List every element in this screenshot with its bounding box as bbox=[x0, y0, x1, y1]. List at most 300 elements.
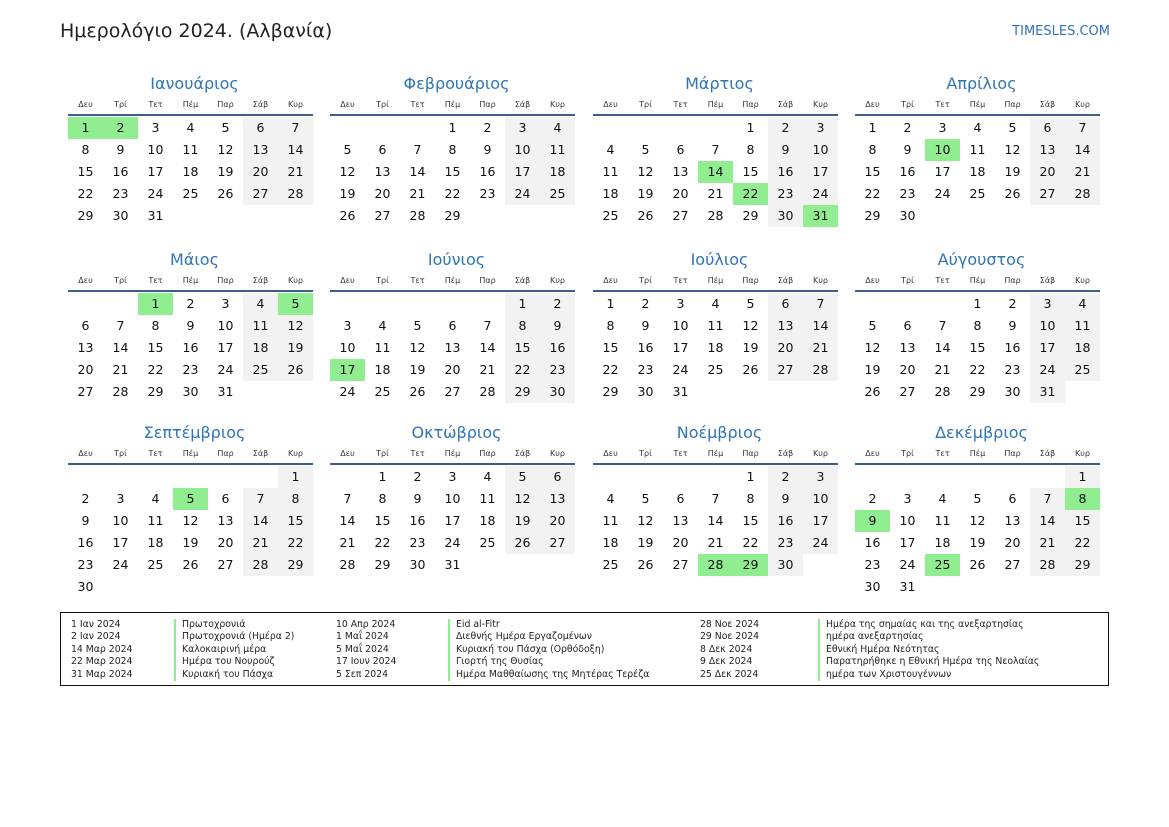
day-cell: 7 bbox=[483, 318, 492, 333]
day-cell: 11 bbox=[182, 142, 199, 157]
legend-date: 1 Μαΐ 2024 bbox=[336, 631, 389, 643]
weekday-label: Δευ bbox=[340, 276, 355, 285]
weekday-label: Δευ bbox=[340, 449, 355, 458]
day-cell: 17 bbox=[444, 513, 461, 528]
month-block bbox=[855, 73, 1100, 227]
day-cell: 28 bbox=[409, 208, 426, 223]
legend-holiday-name: Ημέρα της σημαίας και της ανεξαρτησίας bbox=[818, 619, 1039, 631]
day-cell: 18 bbox=[602, 535, 619, 550]
weekday-label: Τρί bbox=[114, 276, 127, 285]
day-cell: 21 bbox=[112, 362, 129, 377]
day-cell: 29 bbox=[864, 208, 881, 223]
weekend-day-cell: 28 bbox=[1065, 183, 1100, 205]
day-cell: 25 bbox=[147, 557, 164, 572]
day-cell: 9 bbox=[116, 142, 125, 157]
day-cell: 6 bbox=[903, 318, 912, 333]
legend-names-column bbox=[818, 619, 1039, 681]
weekend-day-cell: 3 bbox=[803, 466, 838, 488]
weekend-day-cell: 9 bbox=[768, 488, 803, 510]
weekend-day-cell: 15 bbox=[505, 337, 540, 359]
day-cell: 14 bbox=[112, 340, 129, 355]
day-cell: 20 bbox=[77, 362, 94, 377]
weekday-header bbox=[330, 444, 575, 465]
weekend-day-cell: 14 bbox=[803, 315, 838, 337]
weekday-label: Σάβ bbox=[514, 100, 531, 109]
weekday-label: Κυρ bbox=[550, 100, 565, 109]
day-cell: 10 bbox=[899, 513, 916, 528]
day-cell: 9 bbox=[81, 513, 90, 528]
day-cell: 3 bbox=[903, 491, 912, 506]
empty-cell bbox=[663, 117, 698, 139]
day-cell: 8 bbox=[868, 142, 877, 157]
legend-date: 31 Μαρ 2024 bbox=[71, 668, 133, 680]
day-cell: 4 bbox=[606, 142, 615, 157]
day-cell: 20 bbox=[672, 186, 689, 201]
day-cell: 18 bbox=[707, 340, 724, 355]
day-cell: 5 bbox=[746, 296, 755, 311]
holiday-day-cell: 25 bbox=[925, 554, 960, 576]
weekend-day-cell: 28 bbox=[1030, 554, 1065, 576]
weekend-day-cell: 26 bbox=[278, 359, 313, 381]
day-cell: 30 bbox=[637, 384, 654, 399]
empty-cell bbox=[593, 466, 628, 488]
weekend-day-cell: 9 bbox=[540, 315, 575, 337]
day-cell: 27 bbox=[672, 557, 689, 572]
day-cell: 31 bbox=[899, 579, 916, 594]
day-cell: 27 bbox=[77, 384, 94, 399]
weekend-day-cell: 10 bbox=[505, 139, 540, 161]
legend-date: 28 Νοε 2024 bbox=[700, 619, 760, 630]
day-cell: 15 bbox=[602, 340, 619, 355]
weekday-label: Τετ bbox=[673, 100, 688, 109]
day-cell: 9 bbox=[903, 142, 912, 157]
day-cell: 2 bbox=[483, 120, 492, 135]
weekend-day-cell: 20 bbox=[243, 161, 278, 183]
holiday-day-cell: 9 bbox=[855, 510, 890, 532]
weekday-label: Σάβ bbox=[777, 100, 794, 109]
weekday-header bbox=[593, 271, 838, 292]
day-cell: 26 bbox=[969, 557, 986, 572]
weekend-day-cell: 12 bbox=[505, 488, 540, 510]
day-cell: 16 bbox=[864, 535, 881, 550]
weekday-label: Τρί bbox=[639, 276, 652, 285]
empty-cell bbox=[103, 293, 138, 315]
empty-cell bbox=[855, 466, 890, 488]
day-cell: 19 bbox=[409, 362, 426, 377]
empty-cell bbox=[960, 466, 995, 488]
weekend-day-cell: 16 bbox=[540, 337, 575, 359]
legend-date: 14 Μαρ 2024 bbox=[71, 643, 133, 655]
day-cell: 6 bbox=[221, 491, 230, 506]
day-grid bbox=[593, 117, 838, 227]
day-cell: 4 bbox=[711, 296, 720, 311]
day-cell: 26 bbox=[217, 186, 234, 201]
weekend-day-cell: 13 bbox=[540, 488, 575, 510]
day-cell: 23 bbox=[77, 557, 94, 572]
day-cell: 15 bbox=[969, 340, 986, 355]
day-cell: 22 bbox=[969, 362, 986, 377]
day-cell: 22 bbox=[742, 535, 759, 550]
day-cell: 9 bbox=[413, 491, 422, 506]
day-cell: 30 bbox=[409, 557, 426, 572]
day-cell: 25 bbox=[602, 208, 619, 223]
day-cell: 29 bbox=[77, 208, 94, 223]
weekday-header bbox=[330, 95, 575, 116]
day-cell: 23 bbox=[899, 186, 916, 201]
weekday-label: Πέμ bbox=[444, 100, 461, 109]
weekend-day-cell: 30 bbox=[768, 205, 803, 227]
empty-cell bbox=[208, 466, 243, 488]
weekend-day-cell: 10 bbox=[1030, 315, 1065, 337]
day-cell: 1 bbox=[606, 296, 615, 311]
day-cell: 18 bbox=[479, 513, 496, 528]
day-cell: 15 bbox=[742, 513, 759, 528]
weekday-label: Παρ bbox=[479, 276, 496, 285]
day-cell: 19 bbox=[339, 186, 356, 201]
weekend-day-cell: 14 bbox=[1030, 510, 1065, 532]
empty-cell bbox=[330, 117, 365, 139]
weekday-label: Παρ bbox=[479, 100, 496, 109]
empty-cell bbox=[173, 466, 208, 488]
day-cell: 17 bbox=[672, 340, 689, 355]
month-name: Ιούνιος bbox=[427, 250, 486, 269]
day-cell: 25 bbox=[602, 557, 619, 572]
day-grid bbox=[68, 466, 313, 598]
weekday-label: Σάβ bbox=[514, 276, 531, 285]
day-cell: 28 bbox=[112, 384, 129, 399]
weekday-label: Σάβ bbox=[777, 276, 794, 285]
day-cell: 5 bbox=[221, 120, 230, 135]
day-cell: 10 bbox=[112, 513, 129, 528]
weekend-day-cell: 7 bbox=[803, 293, 838, 315]
weekend-day-cell: 17 bbox=[1030, 337, 1065, 359]
weekend-day-cell: 9 bbox=[768, 139, 803, 161]
day-cell: 20 bbox=[672, 535, 689, 550]
empty-cell bbox=[663, 466, 698, 488]
day-cell: 29 bbox=[602, 384, 619, 399]
day-cell: 24 bbox=[899, 557, 916, 572]
weekday-label: Σάβ bbox=[777, 449, 794, 458]
weekend-day-cell: 11 bbox=[243, 315, 278, 337]
weekday-label: Δευ bbox=[340, 100, 355, 109]
day-cell: 20 bbox=[1004, 535, 1021, 550]
day-cell: 7 bbox=[711, 142, 720, 157]
day-cell: 25 bbox=[479, 535, 496, 550]
empty-cell bbox=[628, 117, 663, 139]
day-cell: 12 bbox=[864, 340, 881, 355]
day-cell: 19 bbox=[864, 362, 881, 377]
day-cell: 21 bbox=[707, 535, 724, 550]
weekday-label: Κυρ bbox=[813, 100, 828, 109]
day-cell: 17 bbox=[217, 340, 234, 355]
day-cell: 16 bbox=[1004, 340, 1021, 355]
weekday-label: Πέμ bbox=[707, 276, 724, 285]
weekend-day-cell: 4 bbox=[540, 117, 575, 139]
day-cell: 25 bbox=[182, 186, 199, 201]
day-cell: 3 bbox=[343, 318, 352, 333]
day-cell: 7 bbox=[116, 318, 125, 333]
day-cell: 21 bbox=[934, 362, 951, 377]
day-cell: 6 bbox=[1008, 491, 1017, 506]
month-name: Οκτώβριος bbox=[411, 423, 502, 442]
weekend-day-cell: 24 bbox=[803, 532, 838, 554]
day-grid bbox=[330, 466, 575, 576]
weekday-label: Παρ bbox=[217, 276, 234, 285]
weekday-label: Τετ bbox=[410, 276, 425, 285]
day-cell: 21 bbox=[339, 535, 356, 550]
empty-cell bbox=[330, 466, 365, 488]
weekend-day-cell: 7 bbox=[278, 117, 313, 139]
day-cell: 5 bbox=[413, 318, 422, 333]
empty-cell bbox=[400, 293, 435, 315]
day-cell: 25 bbox=[707, 362, 724, 377]
weekday-label: Παρ bbox=[1004, 449, 1021, 458]
day-cell: 26 bbox=[339, 208, 356, 223]
weekday-label: Τρί bbox=[901, 100, 914, 109]
day-cell: 13 bbox=[899, 340, 916, 355]
day-cell: 11 bbox=[969, 142, 986, 157]
day-cell: 7 bbox=[938, 318, 947, 333]
day-cell: 2 bbox=[413, 469, 422, 484]
weekend-day-cell: 23 bbox=[768, 532, 803, 554]
day-cell: 16 bbox=[409, 513, 426, 528]
day-cell: 11 bbox=[374, 340, 391, 355]
day-cell: 19 bbox=[969, 535, 986, 550]
legend-dates-column bbox=[700, 619, 759, 681]
weekend-day-cell: 3 bbox=[505, 117, 540, 139]
day-cell: 18 bbox=[602, 186, 619, 201]
empty-cell bbox=[698, 117, 733, 139]
month-block bbox=[68, 422, 313, 598]
legend-date: 8 Δεκ 2024 bbox=[700, 643, 753, 655]
empty-cell bbox=[68, 293, 103, 315]
day-cell: 19 bbox=[742, 340, 759, 355]
weekend-day-cell: 21 bbox=[278, 161, 313, 183]
day-cell: 4 bbox=[606, 491, 615, 506]
day-cell: 31 bbox=[217, 384, 234, 399]
day-cell: 22 bbox=[864, 186, 881, 201]
weekend-day-cell: 8 bbox=[505, 315, 540, 337]
weekend-day-cell: 27 bbox=[1030, 183, 1065, 205]
day-cell: 24 bbox=[147, 186, 164, 201]
day-cell: 16 bbox=[112, 164, 129, 179]
weekday-label: Τρί bbox=[901, 449, 914, 458]
weekend-day-cell: 17 bbox=[505, 161, 540, 183]
weekday-label: Κυρ bbox=[288, 449, 303, 458]
day-cell: 20 bbox=[217, 535, 234, 550]
empty-cell bbox=[890, 293, 925, 315]
day-grid bbox=[855, 293, 1100, 403]
day-cell: 27 bbox=[217, 557, 234, 572]
weekday-label: Δευ bbox=[865, 100, 880, 109]
day-cell: 26 bbox=[742, 362, 759, 377]
day-cell: 27 bbox=[672, 208, 689, 223]
legend-date: 2 Ιαν 2024 bbox=[71, 631, 121, 643]
day-cell: 30 bbox=[899, 208, 916, 223]
day-grid bbox=[855, 117, 1100, 227]
weekend-day-cell: 21 bbox=[1065, 161, 1100, 183]
day-cell: 19 bbox=[637, 535, 654, 550]
day-cell: 11 bbox=[602, 513, 619, 528]
legend-holiday-name: Εθνική Ημέρα Νεότητας bbox=[818, 644, 1039, 656]
day-cell: 5 bbox=[641, 491, 650, 506]
month-name: Μάρτιος bbox=[685, 74, 754, 93]
day-cell: 28 bbox=[707, 208, 724, 223]
weekday-label: Δευ bbox=[78, 100, 93, 109]
weekday-label: Τετ bbox=[935, 100, 950, 109]
weekend-day-cell: 13 bbox=[1030, 139, 1065, 161]
month-block bbox=[593, 422, 838, 576]
day-cell: 3 bbox=[938, 120, 947, 135]
weekend-day-cell: 1 bbox=[278, 466, 313, 488]
weekend-day-cell: 23 bbox=[768, 183, 803, 205]
weekend-day-cell: 20 bbox=[540, 510, 575, 532]
month-name: Αύγουστος bbox=[937, 250, 1026, 269]
day-cell: 13 bbox=[217, 513, 234, 528]
day-cell: 27 bbox=[444, 384, 461, 399]
day-cell: 4 bbox=[973, 120, 982, 135]
legend-holiday-name: Κυριακή του Πάσχα (Ορθόδοξη) bbox=[448, 644, 649, 656]
weekend-day-cell: 28 bbox=[243, 554, 278, 576]
day-cell: 25 bbox=[969, 186, 986, 201]
empty-cell bbox=[103, 466, 138, 488]
day-cell: 3 bbox=[151, 120, 160, 135]
day-cell: 12 bbox=[637, 513, 654, 528]
day-cell: 26 bbox=[637, 557, 654, 572]
day-cell: 24 bbox=[339, 384, 356, 399]
day-cell: 7 bbox=[413, 142, 422, 157]
month-block bbox=[330, 422, 575, 576]
holiday-day-cell: 1 bbox=[138, 293, 173, 315]
weekend-day-cell: 21 bbox=[803, 337, 838, 359]
day-cell: 12 bbox=[969, 513, 986, 528]
empty-cell bbox=[628, 466, 663, 488]
day-cell: 5 bbox=[343, 142, 352, 157]
weekend-day-cell: 25 bbox=[540, 183, 575, 205]
day-cell: 2 bbox=[1008, 296, 1017, 311]
weekend-day-cell: 15 bbox=[1065, 510, 1100, 532]
day-cell: 10 bbox=[217, 318, 234, 333]
day-cell: 27 bbox=[899, 384, 916, 399]
day-cell: 13 bbox=[374, 164, 391, 179]
weekend-day-cell: 27 bbox=[540, 532, 575, 554]
legend-holiday-name: Παρατηρήθηκε η Εθνική Ημέρα της Νεολαίας bbox=[818, 656, 1039, 668]
day-grid bbox=[855, 466, 1100, 598]
day-cell: 3 bbox=[221, 296, 230, 311]
empty-cell bbox=[698, 466, 733, 488]
day-cell: 24 bbox=[672, 362, 689, 377]
weekday-label: Τρί bbox=[639, 449, 652, 458]
day-cell: 4 bbox=[151, 491, 160, 506]
weekend-day-cell: 3 bbox=[803, 117, 838, 139]
day-cell: 22 bbox=[77, 186, 94, 201]
day-cell: 10 bbox=[672, 318, 689, 333]
legend-date: 9 Δεκ 2024 bbox=[700, 656, 753, 668]
day-cell: 23 bbox=[864, 557, 881, 572]
day-cell: 18 bbox=[182, 164, 199, 179]
weekday-label: Κυρ bbox=[288, 276, 303, 285]
weekday-label: Κυρ bbox=[550, 276, 565, 285]
holiday-legend bbox=[60, 612, 1109, 686]
weekend-day-cell: 3 bbox=[1030, 293, 1065, 315]
day-cell: 26 bbox=[637, 208, 654, 223]
weekday-header bbox=[593, 95, 838, 116]
empty-cell bbox=[593, 117, 628, 139]
day-cell: 26 bbox=[864, 384, 881, 399]
weekend-day-cell: 18 bbox=[540, 161, 575, 183]
day-cell: 23 bbox=[112, 186, 129, 201]
weekday-label: Σάβ bbox=[252, 276, 269, 285]
weekday-label: Τρί bbox=[376, 276, 389, 285]
day-cell: 20 bbox=[374, 186, 391, 201]
holiday-day-cell: 17 bbox=[330, 359, 365, 381]
legend-holiday-name: Πρωτοχρονιά (Ημέρα 2) bbox=[174, 631, 294, 643]
weekend-day-cell: 11 bbox=[1065, 315, 1100, 337]
month-block bbox=[68, 73, 313, 227]
day-cell: 9 bbox=[186, 318, 195, 333]
weekday-label: Τετ bbox=[410, 449, 425, 458]
weekend-day-cell: 2 bbox=[768, 117, 803, 139]
day-cell: 23 bbox=[182, 362, 199, 377]
weekend-day-cell: 5 bbox=[505, 466, 540, 488]
day-cell: 5 bbox=[868, 318, 877, 333]
holiday-day-cell: 29 bbox=[733, 554, 768, 576]
day-cell: 16 bbox=[182, 340, 199, 355]
legend-dates-column bbox=[71, 619, 132, 681]
day-cell: 21 bbox=[707, 186, 724, 201]
day-cell: 1 bbox=[746, 120, 755, 135]
weekend-day-cell: 21 bbox=[1030, 532, 1065, 554]
empty-cell bbox=[995, 466, 1030, 488]
weekday-header bbox=[593, 444, 838, 465]
day-cell: 11 bbox=[602, 164, 619, 179]
day-cell: 29 bbox=[742, 208, 759, 223]
weekend-day-cell: 1 bbox=[1065, 466, 1100, 488]
weekday-label: Σάβ bbox=[514, 449, 531, 458]
legend-holiday-name: Ημέρα Μαθθαίωσης της Μητέρας Τερέζα bbox=[448, 669, 649, 681]
empty-cell bbox=[925, 466, 960, 488]
day-cell: 19 bbox=[182, 535, 199, 550]
day-cell: 8 bbox=[746, 142, 755, 157]
day-cell: 11 bbox=[934, 513, 951, 528]
day-cell: 8 bbox=[448, 142, 457, 157]
day-cell: 14 bbox=[707, 513, 724, 528]
legend-date: 5 Σεπ 2024 bbox=[336, 668, 388, 680]
day-cell: 13 bbox=[77, 340, 94, 355]
month-block bbox=[593, 73, 838, 227]
empty-cell bbox=[855, 293, 890, 315]
day-cell: 19 bbox=[217, 164, 234, 179]
weekend-day-cell: 20 bbox=[768, 337, 803, 359]
weekday-label: Δευ bbox=[603, 449, 618, 458]
month-name: Ιούλιος bbox=[690, 250, 749, 269]
weekend-day-cell: 10 bbox=[803, 139, 838, 161]
day-cell: 12 bbox=[742, 318, 759, 333]
day-cell: 2 bbox=[868, 491, 877, 506]
weekday-label: Κυρ bbox=[1075, 276, 1090, 285]
weekend-day-cell: 4 bbox=[1065, 293, 1100, 315]
empty-cell bbox=[365, 293, 400, 315]
weekday-label: Πέμ bbox=[444, 449, 461, 458]
holiday-day-cell: 2 bbox=[103, 117, 138, 139]
day-cell: 16 bbox=[479, 164, 496, 179]
weekday-label: Κυρ bbox=[550, 449, 565, 458]
weekend-day-cell: 22 bbox=[1065, 532, 1100, 554]
weekend-day-cell: 31 bbox=[1030, 381, 1065, 403]
site-link[interactable]: TIMESLES.COM bbox=[1012, 24, 1110, 39]
month-name: Δεκέμβριος bbox=[935, 423, 1028, 442]
day-cell: 22 bbox=[374, 535, 391, 550]
